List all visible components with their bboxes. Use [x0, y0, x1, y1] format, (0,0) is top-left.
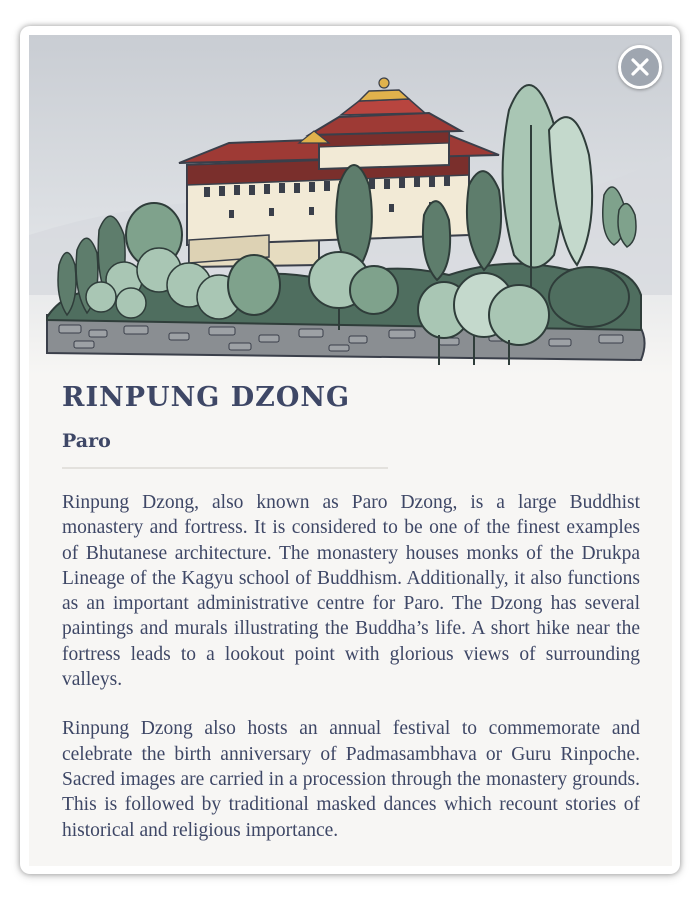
description [62, 490, 640, 866]
page-title: RINPUNG DZONG [62, 382, 351, 413]
card-content [29, 35, 672, 866]
location-subtitle: Paro [62, 430, 111, 452]
close-button[interactable] [618, 45, 662, 89]
hero-illustration [29, 35, 672, 375]
close-icon [628, 55, 652, 79]
divider [62, 467, 388, 469]
description-paragraph: Rinpung Dzong also hosts an annual festival to commemorate and celebrate the birth anniversary of Padmasambhava or Guru Rinpoche. Sacred images are carried in a procession through the monastery grounds. This is followed by traditional masked dances which recount stories of historical and religious importance. [62, 718, 640, 841]
fortress-illustration [29, 35, 672, 375]
description-paragraph: Rinpung Dzong, also known as Paro Dzong, is a large Buddhist monastery and fortress. It is considered to be one of the finest examples of Bhutanese architecture. The monastery houses monks of the Drukpa Lineage of the Kagyu school of Buddhism. Additionally, it also functions as an important administrative centre for Paro. The Dzong has several paintings and murals illustrating the Buddha’s life. A short hike near the fortress leads to a lookout point with glorious views of surrounding valleys. [62, 492, 640, 691]
info-card [20, 26, 680, 874]
